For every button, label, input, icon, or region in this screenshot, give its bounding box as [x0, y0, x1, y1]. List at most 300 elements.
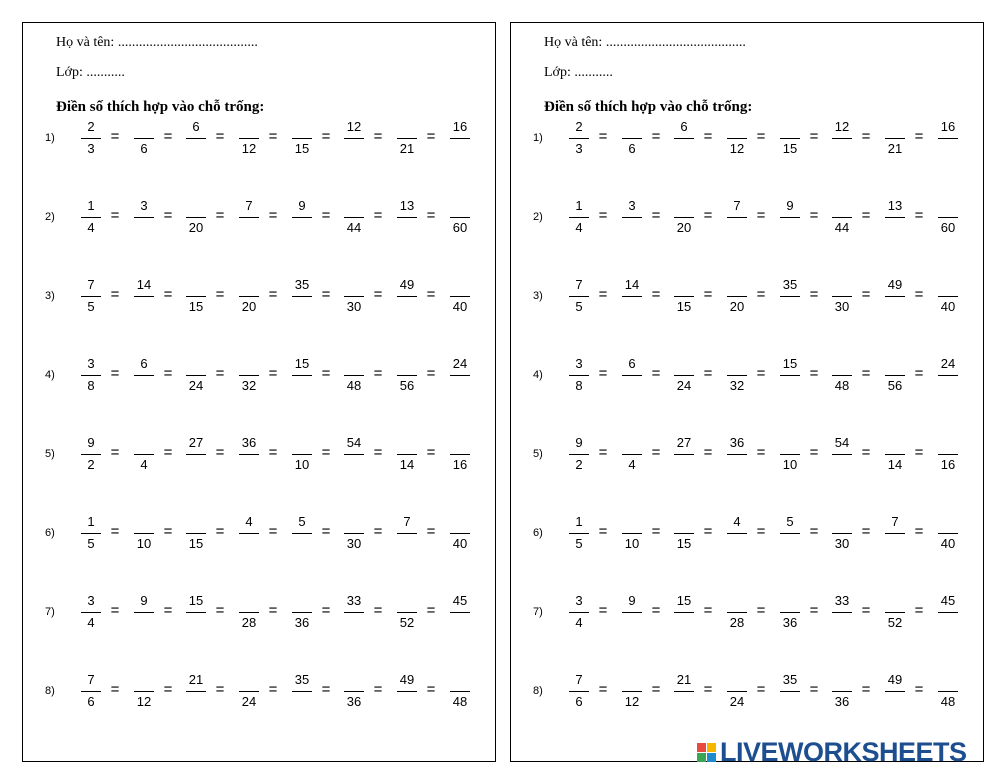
numerator: 1: [575, 198, 583, 213]
exercise-number: 1): [45, 132, 55, 144]
denominator: 56: [399, 378, 415, 393]
exercise-number: 4): [45, 369, 55, 381]
equals-sign: =: [268, 444, 278, 461]
fraction-bar: [292, 454, 312, 455]
equals-sign: =: [651, 602, 661, 619]
numerator: 9: [786, 198, 794, 213]
denominator-blank: [449, 615, 471, 631]
exercise-row: [511, 277, 983, 317]
fraction-bar: [450, 296, 470, 297]
fraction: [884, 277, 906, 317]
fraction-bar: [344, 454, 364, 455]
denominator: 48: [452, 694, 468, 709]
denominator-blank: [621, 378, 643, 394]
equals-sign: =: [651, 681, 661, 698]
fraction-bar: [727, 612, 747, 613]
fraction-bar: [134, 296, 154, 297]
fraction: [449, 672, 471, 712]
fraction-bar: [450, 691, 470, 692]
equals-sign: =: [426, 286, 436, 303]
equals-sign: =: [756, 681, 766, 698]
numerator: 3: [140, 198, 148, 213]
numerator: 7: [245, 198, 253, 213]
fraction: [726, 435, 748, 475]
denominator-blank: [238, 536, 260, 552]
numerator-blank: [726, 356, 748, 372]
equals-sign: =: [215, 207, 225, 224]
fraction-bar: [569, 375, 589, 376]
denominator-blank: [726, 457, 748, 473]
fraction-bar: [832, 612, 852, 613]
numerator: 15: [782, 356, 798, 371]
numerator: 1: [87, 514, 95, 529]
denominator-blank: [396, 220, 418, 236]
equals-sign: =: [373, 365, 383, 382]
numerator: 45: [452, 593, 468, 608]
numerator: 36: [241, 435, 257, 450]
numerator: 7: [575, 277, 583, 292]
fraction-bar: [450, 138, 470, 139]
exercise-row: [23, 435, 495, 475]
denominator-blank: [133, 378, 155, 394]
fraction: [238, 198, 260, 238]
equals-sign: =: [756, 128, 766, 145]
fraction: [291, 514, 313, 554]
equals-sign: =: [914, 602, 924, 619]
equals-sign: =: [426, 681, 436, 698]
exercise-row: [23, 672, 495, 712]
fraction: [673, 593, 695, 633]
fraction: [621, 514, 643, 554]
denominator: 52: [887, 615, 903, 630]
denominator-blank: [343, 457, 365, 473]
equals-sign: =: [110, 444, 120, 461]
numerator: 5: [298, 514, 306, 529]
equals-sign: =: [110, 128, 120, 145]
denominator: 6: [87, 694, 95, 709]
fraction: [449, 514, 471, 554]
fraction-bar: [727, 375, 747, 376]
equals-sign: =: [598, 444, 608, 461]
equals-sign: =: [703, 523, 713, 540]
equals-sign: =: [321, 128, 331, 145]
equals-sign: =: [861, 523, 871, 540]
fraction-bar: [186, 217, 206, 218]
fraction-bar: [397, 296, 417, 297]
equals-sign: =: [426, 444, 436, 461]
numerator: 35: [782, 277, 798, 292]
denominator: 28: [241, 615, 257, 630]
equals-sign: =: [321, 523, 331, 540]
denominator: 8: [575, 378, 583, 393]
fraction-bar: [780, 533, 800, 534]
fraction-bar: [239, 138, 259, 139]
fraction-bar: [727, 533, 747, 534]
fraction-bar: [674, 454, 694, 455]
numerator: 14: [624, 277, 640, 292]
fraction-bar: [674, 375, 694, 376]
numerator: 12: [346, 119, 362, 134]
equals-sign: =: [809, 128, 819, 145]
fraction: [779, 356, 801, 396]
denominator: 3: [87, 141, 95, 156]
fraction: [185, 593, 207, 633]
fraction: [673, 435, 695, 475]
denominator: 16: [940, 457, 956, 472]
fraction: [185, 119, 207, 159]
fraction: [779, 514, 801, 554]
exercise-number: 1): [533, 132, 543, 144]
fraction: [185, 435, 207, 475]
denominator: 6: [628, 141, 636, 156]
equals-sign: =: [215, 286, 225, 303]
fraction-bar: [134, 138, 154, 139]
fraction-bar: [134, 375, 154, 376]
equals-sign: =: [598, 207, 608, 224]
numerator: 7: [87, 277, 95, 292]
fraction: [449, 435, 471, 475]
denominator: 2: [575, 457, 583, 472]
fraction: [621, 198, 643, 238]
denominator-blank: [779, 694, 801, 710]
fraction-bar: [134, 454, 154, 455]
denominator: 10: [782, 457, 798, 472]
fraction: [884, 672, 906, 712]
denominator-blank: [779, 299, 801, 315]
exercise-number: 7): [45, 606, 55, 618]
denominator: 20: [241, 299, 257, 314]
numerator: 27: [676, 435, 692, 450]
equals-sign: =: [861, 128, 871, 145]
exercise-row: [23, 356, 495, 396]
fraction: [291, 672, 313, 712]
fraction-bar: [569, 217, 589, 218]
numerator: 24: [452, 356, 468, 371]
fraction: [937, 277, 959, 317]
denominator: 30: [346, 299, 362, 314]
numerator-blank: [185, 198, 207, 214]
equals-sign: =: [321, 365, 331, 382]
numerator: 35: [782, 672, 798, 687]
numerator: 4: [733, 514, 741, 529]
fraction-bar: [727, 454, 747, 455]
worksheet-left: [22, 22, 496, 762]
denominator: 28: [729, 615, 745, 630]
equals-sign: =: [163, 128, 173, 145]
fraction: [238, 356, 260, 396]
denominator: 40: [940, 536, 956, 551]
equals-sign: =: [268, 286, 278, 303]
fraction: [568, 672, 590, 712]
fraction-bar: [344, 612, 364, 613]
numerator: 49: [887, 672, 903, 687]
fraction-bar: [450, 612, 470, 613]
equals-sign: =: [809, 681, 819, 698]
denominator-blank: [779, 378, 801, 394]
fraction: [80, 593, 102, 633]
fraction-bar: [450, 375, 470, 376]
numerator: 7: [575, 672, 583, 687]
fraction: [238, 277, 260, 317]
equals-sign: =: [651, 286, 661, 303]
fraction: [831, 119, 853, 159]
fraction-bar: [344, 138, 364, 139]
equals-sign: =: [703, 207, 713, 224]
denominator: 15: [188, 536, 204, 551]
fraction-bar: [292, 691, 312, 692]
fraction: [673, 514, 695, 554]
equals-sign: =: [809, 602, 819, 619]
fraction-bar: [292, 375, 312, 376]
fraction: [673, 356, 695, 396]
denominator-blank: [291, 299, 313, 315]
fraction-bar: [622, 533, 642, 534]
fraction: [884, 119, 906, 159]
exercise-number: 3): [533, 290, 543, 302]
fraction-bar: [397, 138, 417, 139]
fraction: [343, 514, 365, 554]
denominator: 4: [140, 457, 148, 472]
numerator: 35: [294, 672, 310, 687]
denominator: 60: [452, 220, 468, 235]
fraction: [133, 198, 155, 238]
equals-sign: =: [756, 207, 766, 224]
equals-sign: =: [373, 602, 383, 619]
equals-sign: =: [321, 602, 331, 619]
fraction: [291, 198, 313, 238]
fraction-bar: [885, 691, 905, 692]
fraction: [673, 119, 695, 159]
numerator: 15: [188, 593, 204, 608]
worksheet-right: [510, 22, 984, 762]
numerator-blank: [291, 435, 313, 451]
denominator: 52: [399, 615, 415, 630]
denominator-blank: [621, 615, 643, 631]
denominator-blank: [238, 220, 260, 236]
fraction-bar: [622, 138, 642, 139]
fraction-bar: [674, 296, 694, 297]
numerator-blank: [343, 277, 365, 293]
equals-sign: =: [373, 128, 383, 145]
fraction-bar: [344, 375, 364, 376]
numerator-blank: [831, 356, 853, 372]
fraction-bar: [186, 375, 206, 376]
fraction: [779, 198, 801, 238]
fraction-bar: [186, 296, 206, 297]
exercise-row: [511, 356, 983, 396]
denominator: 6: [140, 141, 148, 156]
numerator-blank: [884, 356, 906, 372]
numerator: 5: [786, 514, 794, 529]
numerator-blank: [343, 198, 365, 214]
equals-sign: =: [651, 128, 661, 145]
denominator: 24: [241, 694, 257, 709]
fraction-bar: [344, 217, 364, 218]
fraction: [937, 593, 959, 633]
numerator-blank: [133, 672, 155, 688]
fraction-bar: [569, 454, 589, 455]
fraction-bar: [344, 691, 364, 692]
equals-sign: =: [426, 365, 436, 382]
numerator-blank: [831, 672, 853, 688]
equals-sign: =: [373, 523, 383, 540]
denominator-blank: [937, 141, 959, 157]
denominator: 12: [729, 141, 745, 156]
numerator: 15: [294, 356, 310, 371]
fraction: [621, 435, 643, 475]
numerator-blank: [673, 514, 695, 530]
equals-sign: =: [163, 286, 173, 303]
numerator: 21: [676, 672, 692, 687]
fraction-bar: [81, 375, 101, 376]
equals-sign: =: [756, 523, 766, 540]
fraction: [185, 198, 207, 238]
fraction-bar: [727, 296, 747, 297]
numerator: 2: [87, 119, 95, 134]
fraction: [396, 672, 418, 712]
fraction: [449, 198, 471, 238]
numerator-blank: [185, 277, 207, 293]
equals-sign: =: [110, 207, 120, 224]
fraction: [779, 672, 801, 712]
equals-sign: =: [809, 444, 819, 461]
logo-square-red: [697, 743, 706, 752]
numerator-blank: [449, 277, 471, 293]
fraction-bar: [569, 138, 589, 139]
fraction-bar: [938, 138, 958, 139]
fraction-bar: [622, 612, 642, 613]
fraction: [291, 435, 313, 475]
fraction-bar: [292, 296, 312, 297]
fraction-bar: [727, 217, 747, 218]
denominator: 5: [575, 536, 583, 551]
numerator: 27: [188, 435, 204, 450]
denominator: 40: [940, 299, 956, 314]
fraction-bar: [780, 375, 800, 376]
fraction-bar: [239, 296, 259, 297]
equals-sign: =: [809, 286, 819, 303]
equals-sign: =: [703, 681, 713, 698]
numerator: 45: [940, 593, 956, 608]
fraction-bar: [832, 375, 852, 376]
numerator-blank: [831, 277, 853, 293]
fraction-bar: [397, 533, 417, 534]
fraction: [937, 356, 959, 396]
fraction: [673, 672, 695, 712]
fraction: [621, 277, 643, 317]
fraction: [238, 672, 260, 712]
exercise-number: 8): [45, 685, 55, 697]
exercise-row: [23, 198, 495, 238]
exercise-row: [511, 672, 983, 712]
denominator: 10: [624, 536, 640, 551]
equals-sign: =: [914, 681, 924, 698]
equals-sign: =: [861, 286, 871, 303]
fraction: [238, 593, 260, 633]
exercise-number: 8): [533, 685, 543, 697]
numerator-blank: [884, 119, 906, 135]
denominator-blank: [238, 457, 260, 473]
numerator: 16: [940, 119, 956, 134]
equals-sign: =: [321, 207, 331, 224]
numerator-blank: [831, 198, 853, 214]
denominator-blank: [673, 615, 695, 631]
fraction-bar: [885, 296, 905, 297]
fraction: [185, 356, 207, 396]
numerator-blank: [884, 593, 906, 609]
exercise-row: [511, 514, 983, 554]
numerator: 36: [729, 435, 745, 450]
numerator-blank: [937, 672, 959, 688]
equals-sign: =: [321, 444, 331, 461]
numerator-blank: [343, 672, 365, 688]
denominator: 40: [452, 536, 468, 551]
numerator: 3: [87, 356, 95, 371]
numerator-blank: [937, 277, 959, 293]
fraction: [238, 435, 260, 475]
equals-sign: =: [651, 523, 661, 540]
fraction-bar: [292, 612, 312, 613]
fraction: [884, 593, 906, 633]
fraction: [396, 277, 418, 317]
denominator: 15: [188, 299, 204, 314]
fraction: [291, 277, 313, 317]
fraction-bar: [832, 533, 852, 534]
denominator-blank: [185, 615, 207, 631]
fraction-bar: [134, 691, 154, 692]
denominator: 8: [87, 378, 95, 393]
numerator-blank: [185, 356, 207, 372]
numerator: 24: [940, 356, 956, 371]
equals-sign: =: [914, 523, 924, 540]
fraction-bar: [186, 533, 206, 534]
numerator: 1: [575, 514, 583, 529]
fraction: [396, 119, 418, 159]
denominator-blank: [884, 536, 906, 552]
denominator: 4: [575, 615, 583, 630]
numerator: 9: [575, 435, 583, 450]
equals-sign: =: [703, 128, 713, 145]
fraction-bar: [674, 217, 694, 218]
denominator-blank: [185, 141, 207, 157]
fraction: [133, 435, 155, 475]
denominator-blank: [396, 536, 418, 552]
denominator: 15: [676, 536, 692, 551]
exercise-row: [23, 514, 495, 554]
numerator: 6: [192, 119, 200, 134]
fraction: [726, 593, 748, 633]
fraction-bar: [397, 691, 417, 692]
numerator: 14: [136, 277, 152, 292]
denominator: 24: [729, 694, 745, 709]
equals-sign: =: [215, 444, 225, 461]
denominator-blank: [831, 615, 853, 631]
numerator: 4: [245, 514, 253, 529]
denominator-blank: [449, 378, 471, 394]
equals-sign: =: [598, 523, 608, 540]
equals-sign: =: [861, 444, 871, 461]
fraction: [238, 514, 260, 554]
exercise-number: 4): [533, 369, 543, 381]
numerator: 49: [399, 277, 415, 292]
denominator-blank: [291, 220, 313, 236]
numerator-blank: [726, 277, 748, 293]
fraction: [80, 119, 102, 159]
denominator: 44: [834, 220, 850, 235]
denominator-blank: [673, 457, 695, 473]
fraction-bar: [81, 454, 101, 455]
denominator: 40: [452, 299, 468, 314]
